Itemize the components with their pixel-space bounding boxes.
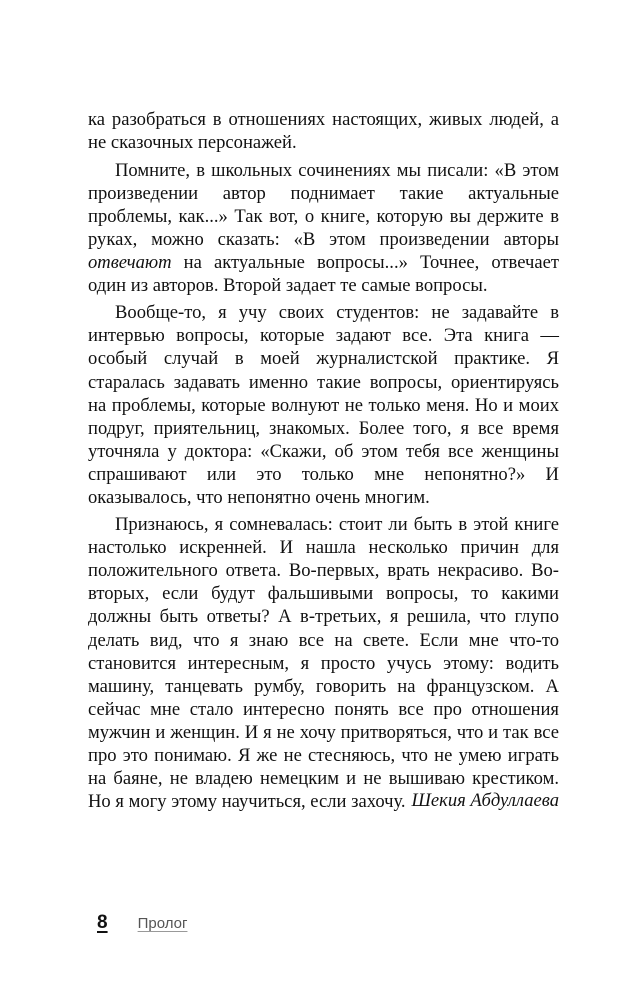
paragraph-4-text: Признаюсь, я сомневалась: стоит ли быть в этой книге настолько искренней. И нашла несколько причин для положительного ответа. Во-первых, врать некрасиво. Во-вторых, если будут фальшивыми вопросы, то какими должны быть ответы? А в-третьих, я решила, что глупо делать вид, что я знаю все на свете. Если мне что-то становится интересным, я просто учусь этому: водить машину, танцевать румбу, говорить на французском. А сейчас мне стало интересно понять все про отношения мужчин и женщин. И я не хочу притворяться, что и так все про это понимаю. Я же не стесняюсь, что не умею играть на баяне, не владею немецким и не вышиваю крестиком. Но я могу этому научиться, если захочу. bbox=[88, 514, 559, 812]
paragraph-2-text-end: на актуальные вопросы...» Точнее, отвечает один из авторов. Второй задает те самые вопросы. bbox=[88, 251, 559, 296]
paragraph-3-text: Вообще-то, я учу своих студентов: не задавайте в интервью вопросы, которые задают все. Эта книга — особый случай в моей журналистской практике. Я старалась задавать именно такие вопросы, ориентируясь на проблемы, которые волнуют не только меня. Но и моих подруг, приятельниц, знакомых. Более того, я все время уточняла у доктора: «Скажи, об этом тебя все женщины спрашивают или это только мне непонятно?» И оказывалось, что непонятно очень многим. bbox=[88, 302, 559, 508]
paragraph-2-text-start: Помните, в школьных сочинениях мы писали: «В этом произведении автор поднимает такие актуальные проблемы, как...» Так вот, о книге, которую вы держите в руках, можно сказать: «В этом произведении авторы bbox=[88, 159, 559, 250]
page-footer bbox=[97, 912, 187, 934]
body-text bbox=[88, 108, 559, 817]
paragraph-1-text: ка разобраться в отношениях настоящих, живых людей, а не сказочных персонажей. bbox=[88, 109, 559, 154]
page-number: 8 bbox=[97, 912, 108, 933]
paragraph-students bbox=[88, 301, 559, 508]
paragraph-continuation bbox=[88, 108, 559, 154]
paragraph-school-essays bbox=[88, 159, 559, 297]
paragraph-confession bbox=[88, 513, 559, 813]
paragraph-2-emphasis: отвечают bbox=[88, 251, 172, 273]
section-title: Пролог bbox=[137, 915, 188, 932]
author-signature: Шекия Абдуллаева bbox=[411, 790, 559, 811]
